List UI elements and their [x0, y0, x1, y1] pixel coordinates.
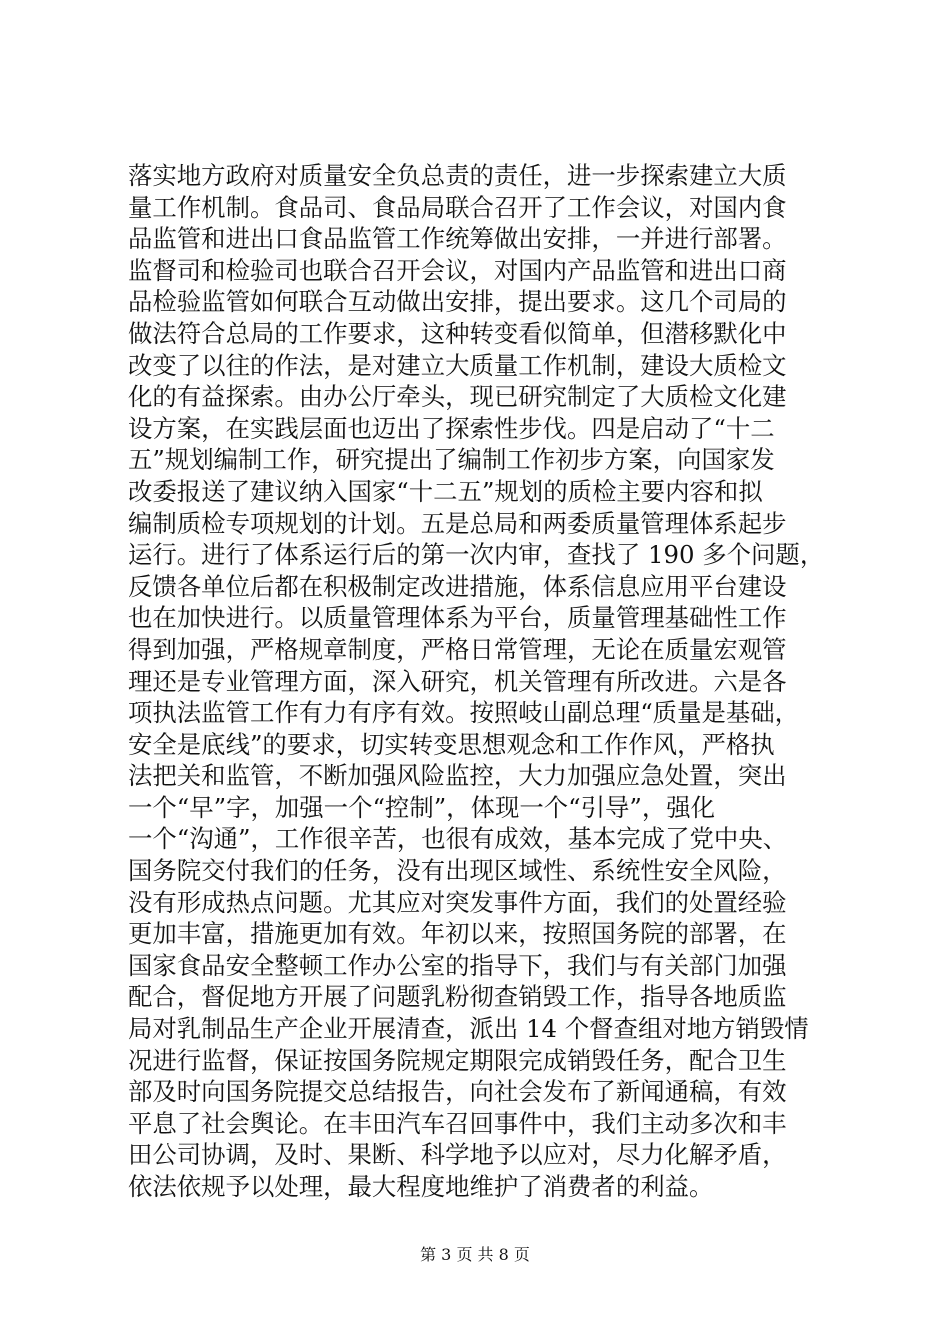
text-line: 做法符合总局的工作要求，这种转变看似简单，但潜移默化中: [128, 318, 787, 348]
text-line: 设方案，在实践层面也迈出了探索性步伐。四是启动了“十二: [128, 413, 775, 443]
text-line: 一个“早”字，加强一个“控制”，体现一个“引导”，强化: [128, 792, 716, 822]
text-line: 国家食品安全整顿工作办公室的指导下，我们与有关部门加强: [128, 950, 787, 980]
text-line: 改委报送了建议纳入国家“十二五”规划的质检主要内容和拟: [128, 476, 763, 506]
text-line: 局对乳制品生产企业开展清查，派出 14 个督查组对地方销毁情: [128, 1014, 809, 1044]
text-line: 化的有益探索。由办公厅牵头，现已研究制定了大质检文化建: [128, 382, 787, 412]
text-line: 也在加快进行。以质量管理体系为平台，质量管理基础性工作: [128, 603, 787, 633]
text-line: 改变了以往的作法，是对建立大质量工作机制，建设大质检文: [128, 350, 787, 380]
text-line: 况进行监督，保证按国务院规定期限完成销毁任务，配合卫生: [128, 1045, 787, 1075]
text-line: 法把关和监管，不断加强风险监控，大力加强应急处置，突出: [128, 761, 787, 791]
text-line: 编制质检专项规划的计划。五是总局和两委质量管理体系起步: [128, 508, 787, 538]
text-line: 项执法监管工作有力有序有效。按照岐山副总理“质量是基础，: [128, 698, 800, 728]
text-line: 运行。进行了体系运行后的第一次内审，查找了 190 多个问题，: [128, 540, 825, 570]
text-line: 监督司和检验司也联合召开会议，对国内产品监管和进出口商: [128, 255, 787, 285]
text-line: 平息了社会舆论。在丰田汽车召回事件中，我们主动多次和丰: [128, 1108, 787, 1138]
text-line: 得到加强，严格规章制度，严格日常管理，无论在质量宏观管: [128, 634, 787, 664]
text-line: 田公司协调，及时、果断、科学地予以应对，尽力化解矛盾，: [128, 1140, 787, 1170]
text-line: 反馈各单位后都在积极制定改进措施，体系信息应用平台建设: [128, 571, 787, 601]
text-line: 品监管和进出口食品监管工作统筹做出安排，一并进行部署。: [128, 224, 787, 254]
body-text: [128, 160, 828, 1203]
text-line: 国务院交付我们的任务，没有出现区域性、系统性安全风险，: [128, 856, 787, 886]
text-line: 部及时向国务院提交总结报告，向社会发布了新闻通稿，有效: [128, 1077, 787, 1107]
text-line: 配合，督促地方开展了问题乳粉彻查销毁工作，指导各地质监: [128, 982, 787, 1012]
page-number: 第 3 页 共 8 页: [420, 1245, 530, 1264]
text-line: 安全是底线”的要求，切实转变思想观念和工作作风，严格执: [128, 729, 775, 759]
text-line: 品检验监管如何联合互动做出安排，提出要求。这几个司局的: [128, 287, 787, 317]
text-line: 依法依规予以处理，最大程度地维护了消费者的利益。: [128, 1172, 714, 1201]
text-line: 理还是专业管理方面，深入研究，机关管理有所改进。六是各: [128, 666, 787, 696]
text-line: 没有形成热点问题。尤其应对突发事件方面，我们的处置经验: [128, 887, 787, 917]
text-line: 更加丰富，措施更加有效。年初以来，按照国务院的部署，在: [128, 919, 787, 949]
text-line: 五”规划编制工作，研究提出了编制工作初步方案，向国家发: [128, 445, 775, 475]
text-line: 落实地方政府对质量安全负总责的责任，进一步探索建立大质: [128, 161, 787, 190]
text-line: 一个“沟通”，工作很辛苦，也很有成效，基本完成了党中央、: [128, 824, 788, 854]
text-line: 量工作机制。食品司、食品局联合召开了工作会议，对国内食: [128, 192, 787, 222]
